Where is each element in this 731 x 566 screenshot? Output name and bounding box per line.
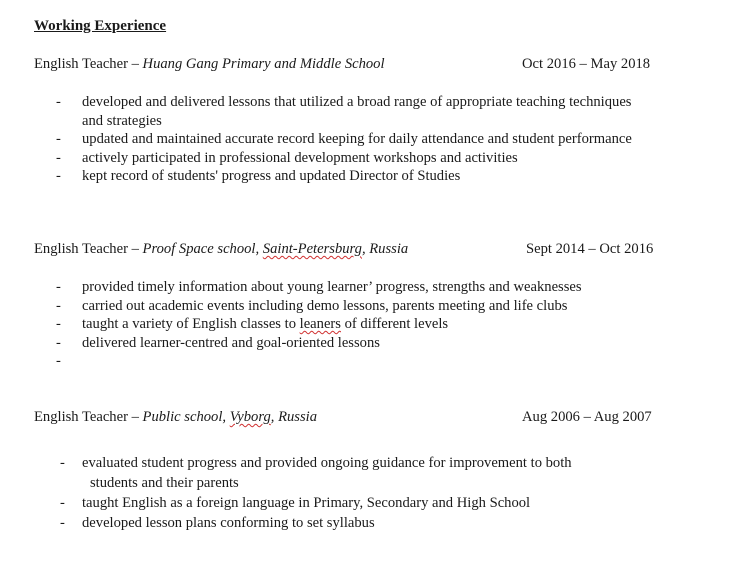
bullet-dash: - (60, 455, 65, 471)
bullet-dash: - (56, 353, 61, 369)
bullet-dash: - (56, 334, 61, 351)
job-1-bullets (56, 93, 636, 186)
bullet-dash: - (60, 495, 65, 511)
bullet-text: delivered learner-centred and goal-oriented lessons (82, 334, 380, 351)
section-heading: Working Experience (34, 18, 167, 34)
list-item (56, 149, 636, 168)
list-item (56, 453, 636, 493)
job-place-school: Public school, (142, 409, 230, 425)
job-place-country: , Russia (270, 409, 318, 425)
job-place-school: Proof Space school, (142, 241, 263, 257)
bullet-text: carried out academic events including demo lessons, parents meeting and life clubs (82, 297, 568, 314)
bullet-dash: - (56, 297, 61, 314)
bullet-text: kept record of students' progress and updated Director of Studies (82, 168, 461, 184)
list-item (56, 493, 636, 513)
list-item (56, 297, 636, 316)
bullet-text: taught a variety of English classes to (82, 316, 300, 332)
job-line-1 (34, 56, 674, 76)
job-line-3 (34, 409, 674, 429)
job-2-bullets (56, 278, 636, 371)
job-place: Huang Gang Primary and Middle School (142, 56, 385, 72)
job-role: English Teacher – (34, 409, 143, 425)
bullet-dash: - (60, 515, 65, 531)
job-dates: Aug 2006 – Aug 2007 (522, 409, 652, 425)
bullet-dash: - (56, 131, 61, 147)
list-item (56, 315, 636, 334)
bullet-misspelled-word: leaners (299, 316, 341, 332)
list-item (56, 513, 636, 533)
list-item (56, 93, 636, 130)
job-place-country: , Russia (361, 241, 409, 257)
bullet-dash: - (56, 149, 61, 166)
bullet-text: updated and maintained accurate record keeping for daily attendance and student performance (82, 131, 632, 147)
list-item (56, 334, 636, 353)
bullet-dash: - (56, 168, 61, 184)
job-title-3 (34, 409, 317, 426)
job-title-1 (34, 56, 385, 73)
job-role: English Teacher – (34, 56, 143, 72)
list-item (56, 167, 636, 186)
job-dates: Oct 2016 – May 2018 (522, 56, 651, 72)
job-title-2 (34, 241, 408, 258)
job-role: English Teacher – (34, 241, 143, 257)
bullet-text: taught English as a foreign language in Primary, Secondary and High School (82, 495, 531, 511)
job-line-2 (34, 241, 674, 261)
job-place-city: Saint-Petersburg (262, 241, 362, 257)
job-3-bullets (56, 453, 636, 533)
bullet-text: provided timely information about young learner’ progress, strengths and weaknesses (82, 279, 582, 295)
list-item (56, 278, 636, 297)
bullet-text: developed and delivered lessons that utilized a broad range of appropriate teaching techniques and strategies (82, 94, 632, 129)
list-item (56, 352, 636, 371)
list-item (56, 130, 636, 149)
bullet-text-continued: students and their parents (90, 475, 239, 491)
job-dates: Sept 2014 – Oct 2016 (526, 241, 654, 257)
bullet-text: actively participated in professional development workshops and activities (82, 149, 518, 166)
bullet-text: evaluated student progress and provided ongoing guidance for improvement to both (82, 455, 572, 471)
bullet-dash: - (56, 94, 61, 110)
bullet-text: developed lesson plans conforming to set syllabus (82, 515, 375, 531)
job-place-city: Vyborg (229, 409, 271, 425)
bullet-dash: - (56, 279, 61, 295)
bullet-text-tail: of different levels (340, 316, 449, 332)
bullet-dash: - (56, 316, 61, 332)
